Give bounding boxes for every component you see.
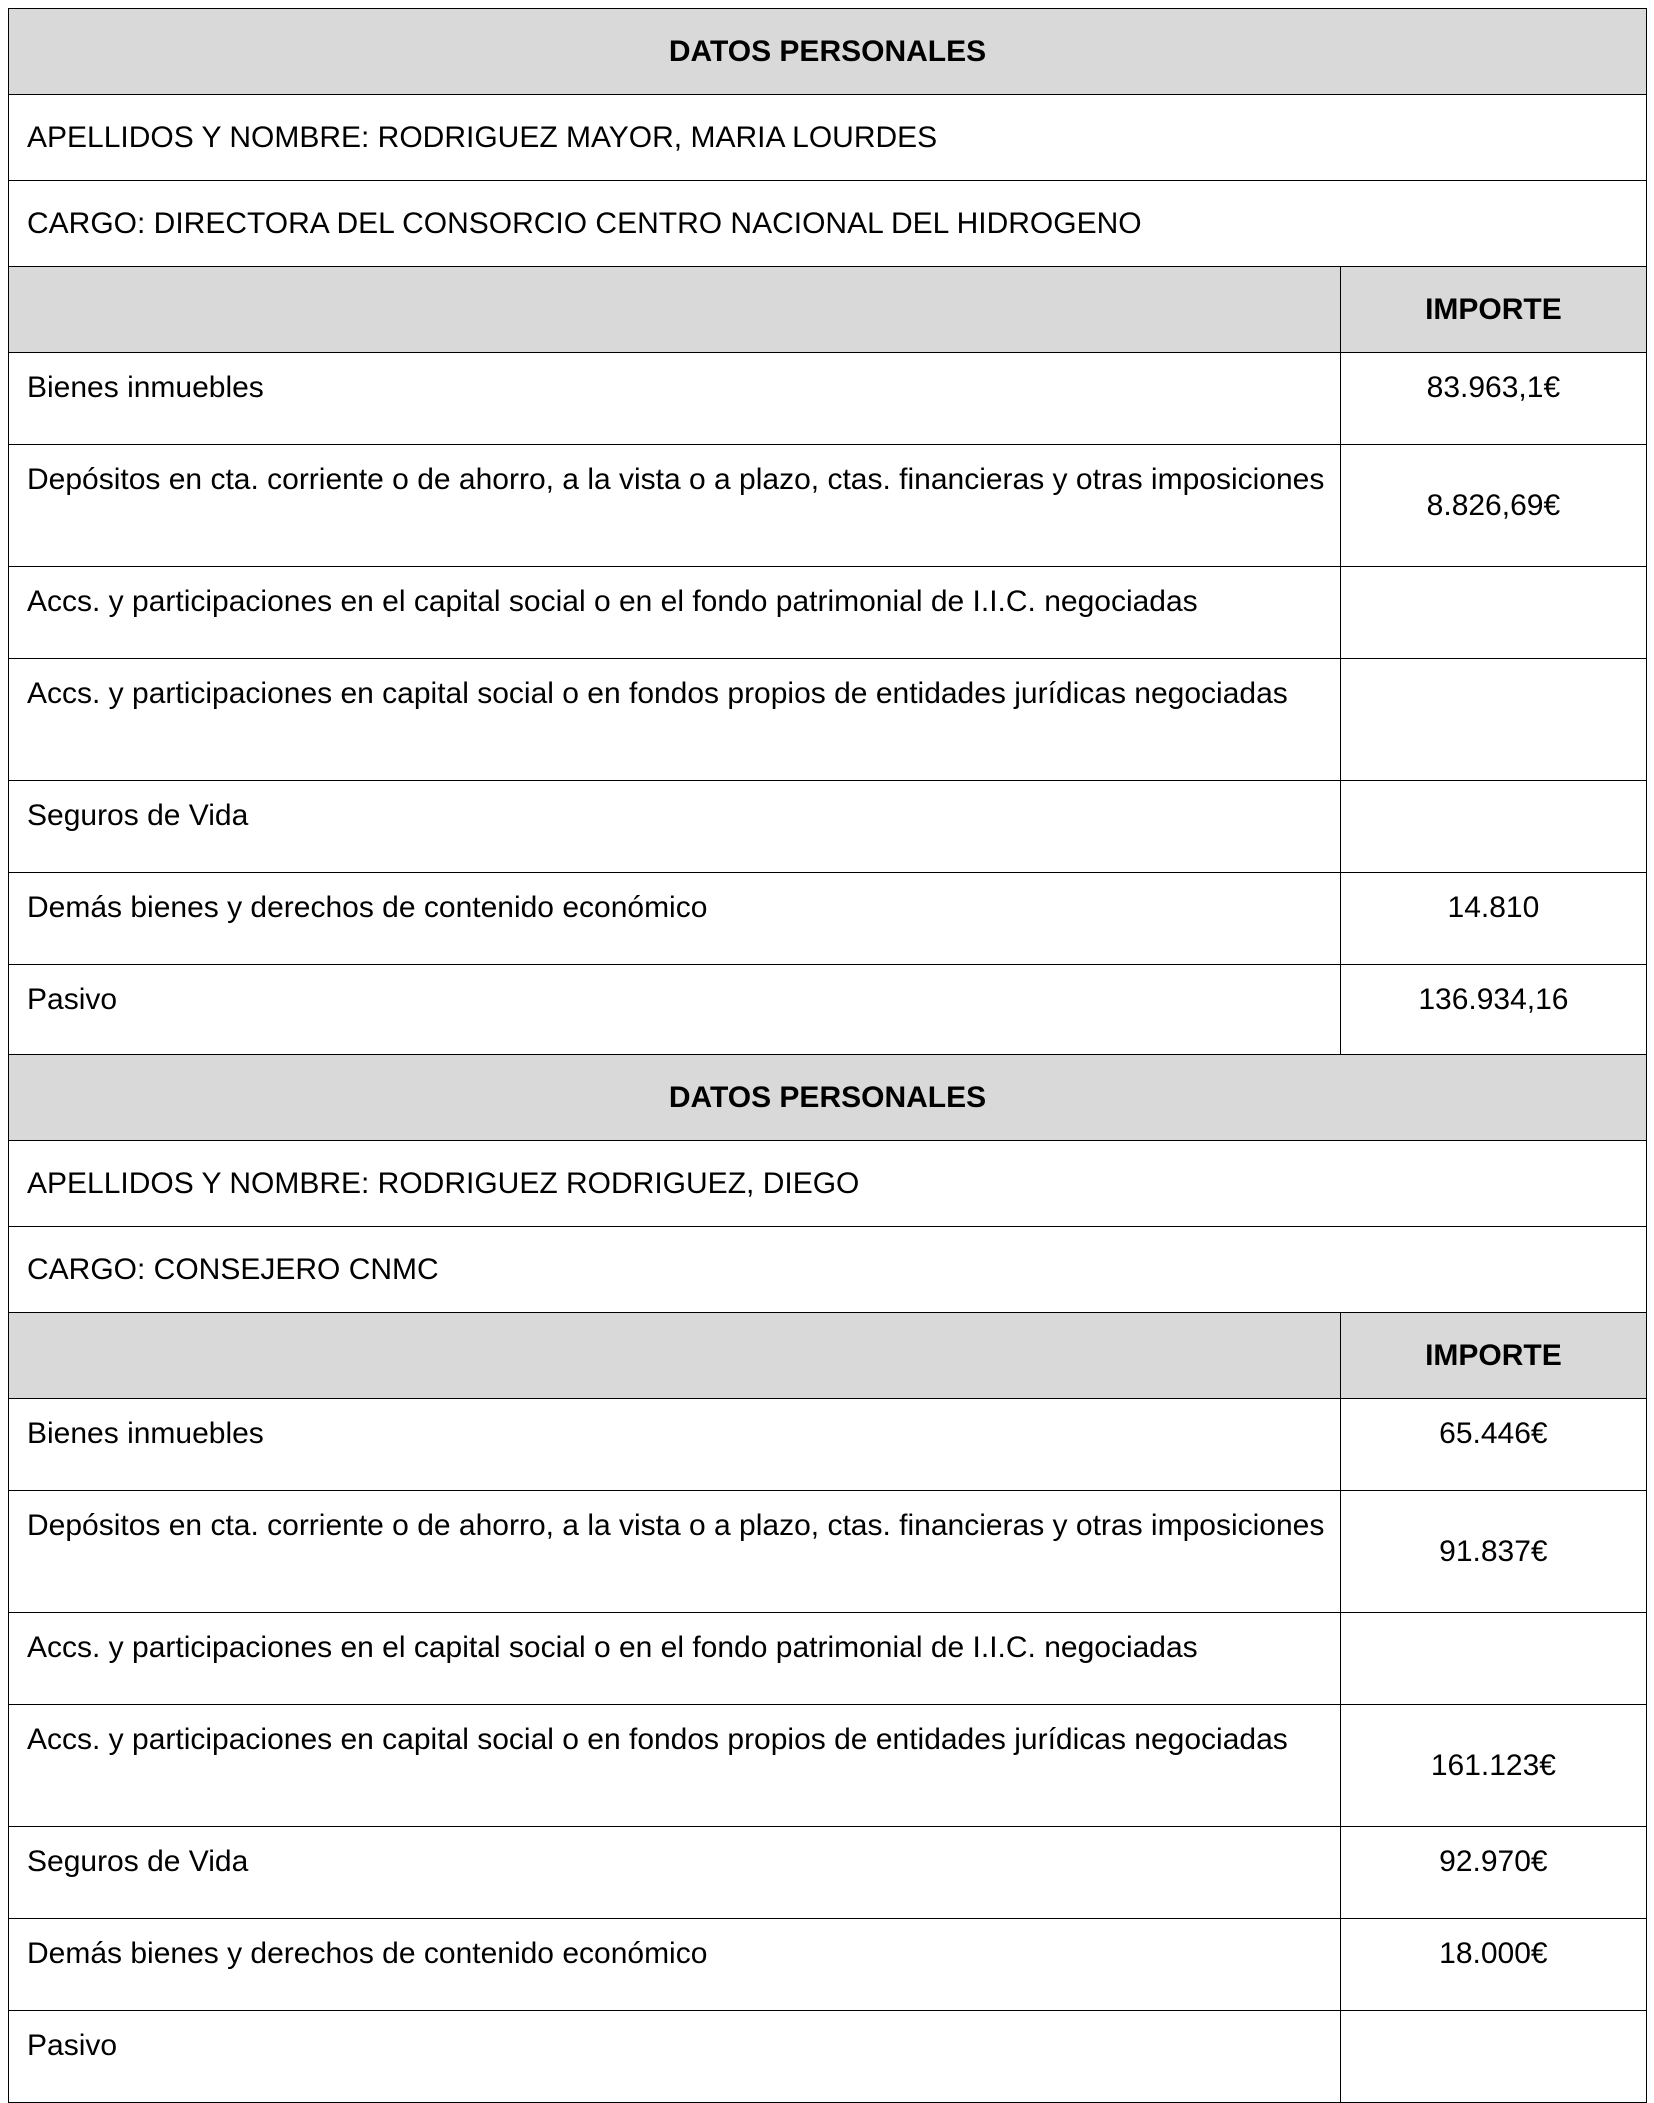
amount-cell: 161.123€ bbox=[1340, 1705, 1646, 1827]
position-field: CARGO: DIRECTORA DEL CONSORCIO CENTRO NACIONAL DEL HIDROGENO bbox=[9, 181, 1647, 267]
amount-cell bbox=[1340, 567, 1646, 659]
asset-declaration-table bbox=[8, 1054, 1647, 2103]
concept-cell: Accs. y participaciones en capital social o en fondos propios de entidades jurídicas negociadas bbox=[9, 1705, 1341, 1827]
concept-cell: Bienes inmuebles bbox=[9, 1399, 1341, 1491]
concept-cell: Demás bienes y derechos de contenido económico bbox=[9, 873, 1341, 965]
concept-cell: Demás bienes y derechos de contenido económico bbox=[9, 1919, 1341, 2011]
name-field: APELLIDOS Y NOMBRE: RODRIGUEZ RODRIGUEZ, DIEGO bbox=[9, 1141, 1647, 1227]
concept-cell: Depósitos en cta. corriente o de ahorro, a la vista o a plazo, ctas. financieras y otras imposiciones bbox=[9, 445, 1341, 567]
concept-header-cell bbox=[9, 267, 1341, 353]
concept-cell: Depósitos en cta. corriente o de ahorro, a la vista o a plazo, ctas. financieras y otras imposiciones bbox=[9, 1491, 1341, 1613]
table-row bbox=[9, 1919, 1647, 2011]
table-row bbox=[9, 2011, 1647, 2103]
table-row bbox=[9, 1491, 1647, 1613]
asset-declaration-table bbox=[8, 8, 1647, 1057]
amount-cell bbox=[1340, 1613, 1646, 1705]
concept-cell: Bienes inmuebles bbox=[9, 353, 1341, 445]
table-row bbox=[9, 781, 1647, 873]
amount-cell: 65.446€ bbox=[1340, 1399, 1646, 1491]
table-row bbox=[9, 1827, 1647, 1919]
concept-header-cell bbox=[9, 1313, 1341, 1399]
amount-cell: 136.934,16 bbox=[1340, 965, 1646, 1057]
concept-cell: Pasivo bbox=[9, 965, 1341, 1057]
table-row bbox=[9, 873, 1647, 965]
table-row bbox=[9, 965, 1647, 1057]
table-row bbox=[9, 567, 1647, 659]
amount-cell: 92.970€ bbox=[1340, 1827, 1646, 1919]
table-row bbox=[9, 659, 1647, 781]
table-row bbox=[9, 1613, 1647, 1705]
concept-cell: Accs. y participaciones en el capital social o en el fondo patrimonial de I.I.C. negociadas bbox=[9, 567, 1341, 659]
concept-cell: Accs. y participaciones en el capital social o en el fondo patrimonial de I.I.C. negociadas bbox=[9, 1613, 1341, 1705]
table-row bbox=[9, 1705, 1647, 1827]
name-field: APELLIDOS Y NOMBRE: RODRIGUEZ MAYOR, MARIA LOURDES bbox=[9, 95, 1647, 181]
table-row bbox=[9, 1399, 1647, 1491]
table-row bbox=[9, 353, 1647, 445]
amount-cell: 18.000€ bbox=[1340, 1919, 1646, 2011]
concept-cell: Seguros de Vida bbox=[9, 1827, 1341, 1919]
amount-cell: 14.810 bbox=[1340, 873, 1646, 965]
section-title: DATOS PERSONALES bbox=[9, 9, 1647, 95]
concept-cell: Pasivo bbox=[9, 2011, 1341, 2103]
table-row bbox=[9, 445, 1647, 567]
amount-cell bbox=[1340, 781, 1646, 873]
amount-cell bbox=[1340, 2011, 1646, 2103]
concept-cell: Accs. y participaciones en capital social o en fondos propios de entidades jurídicas negociadas bbox=[9, 659, 1341, 781]
section-title: DATOS PERSONALES bbox=[9, 1055, 1647, 1141]
amount-cell: 83.963,1€ bbox=[1340, 353, 1646, 445]
amount-cell bbox=[1340, 659, 1646, 781]
table-header-row bbox=[9, 1313, 1647, 1399]
amount-cell: 8.826,69€ bbox=[1340, 445, 1646, 567]
amount-header: IMPORTE bbox=[1340, 267, 1646, 353]
amount-header: IMPORTE bbox=[1340, 1313, 1646, 1399]
amount-cell: 91.837€ bbox=[1340, 1491, 1646, 1613]
position-field: CARGO: CONSEJERO CNMC bbox=[9, 1227, 1647, 1313]
concept-cell: Seguros de Vida bbox=[9, 781, 1341, 873]
table-header-row bbox=[9, 267, 1647, 353]
